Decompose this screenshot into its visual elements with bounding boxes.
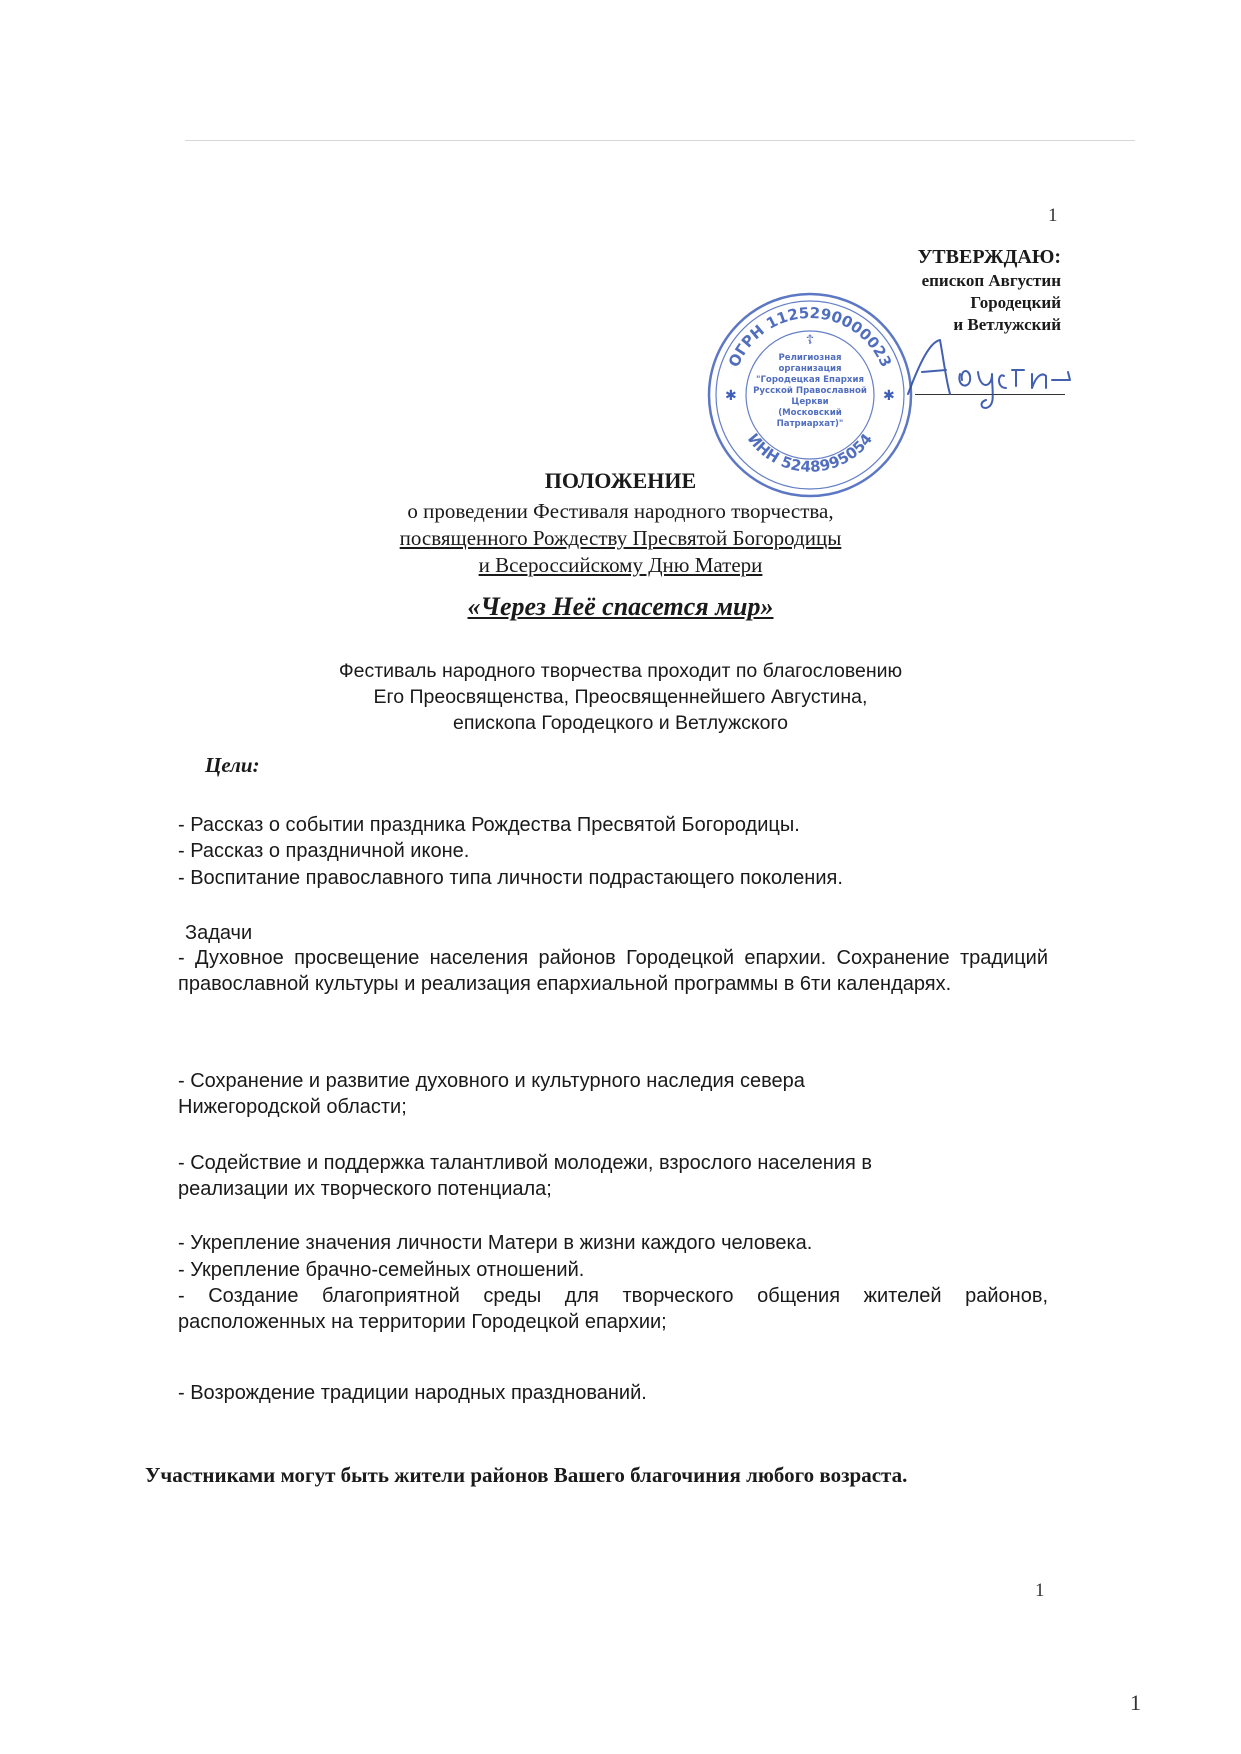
blessing-line: епископа Городецкого и Ветлужского xyxy=(452,712,789,734)
title-line: о проведении Фестиваля народного творчества, xyxy=(407,499,834,523)
handwritten-signature xyxy=(900,332,1080,412)
task-item: - Возрождение традиции народных празднований. xyxy=(178,1382,647,1404)
document-title: ПОЛОЖЕНИЕ xyxy=(544,468,697,493)
approval-block xyxy=(918,245,1061,336)
goal-item: - Рассказ о праздничной иконе. xyxy=(178,840,470,862)
blessing-block xyxy=(0,658,1241,736)
seal-cross-icon: ☦ xyxy=(805,332,815,347)
seal-center-line: "Городецкая Епархия xyxy=(755,375,865,385)
page-number-outer: 1 xyxy=(1130,1690,1141,1715)
festival-motto: «Через Неё спасется мир» xyxy=(467,592,774,621)
approval-title: УТВЕРЖДАЮ: xyxy=(917,246,1061,268)
seal-center-line: Патриархат)" xyxy=(776,419,844,429)
approval-line: епископ Августин xyxy=(921,271,1061,290)
seal-center-line: Церкви xyxy=(791,397,829,407)
seal-star-icon: ✱ xyxy=(883,389,895,404)
task-item: - Создание благоприятной среды для творческого общения жителей районов, расположенных на территории Городецкой епархии; xyxy=(178,1285,1048,1333)
title-line-text: посвященного Рождеству Пресвятой Богородицы xyxy=(399,526,842,550)
title-line xyxy=(0,525,1241,552)
goal-item: - Рассказ о событии праздника Рождества Пресвятой Богородицы. xyxy=(178,814,800,836)
scan-top-edge xyxy=(185,140,1135,141)
page-number-inner: 1 xyxy=(1035,1580,1045,1601)
title-line xyxy=(0,552,1241,579)
task-item: - Укрепление значения личности Матери в жизни каждого человека. xyxy=(178,1232,813,1254)
task-item: - Укрепление брачно-семейных отношений. xyxy=(178,1259,585,1281)
seal-center-line: Русской Православной xyxy=(753,386,867,396)
task-item: - Духовное просвещение населения районов Городецкой епархии. Сохранение традиций православной культуры и реализация епархиальной программы в 6ти календарях. xyxy=(178,947,1048,995)
seal-star-icon: ✱ xyxy=(725,389,737,404)
approval-line: и Ветлужский xyxy=(953,315,1061,334)
blessing-line: Фестиваль народного творчества проходит по благословению xyxy=(338,660,903,682)
title-line-text: и Всероссийскому Дню Матери xyxy=(478,553,763,577)
tasks-heading: Задачи xyxy=(185,922,253,944)
task-item: - Содействие и поддержка талантливой молодежи, взрослого населения в реализации их творческого потенциала; xyxy=(178,1152,872,1200)
seal-ring-top: ОГРН 1125290000023 xyxy=(724,303,896,370)
participants-note: Участниками могут быть жители районов Вашего благочиния любого возраста. xyxy=(145,1463,908,1487)
seal-center-line: (Московский xyxy=(778,408,842,418)
approval-line: Городецкий xyxy=(970,293,1061,312)
page-number-top: 1 xyxy=(1048,205,1058,226)
seal-ring-bottom: ИНН 5248995054 xyxy=(743,429,876,476)
goal-item: - Воспитание православного типа личности подрастающего поколения. xyxy=(178,867,843,889)
task-item: - Сохранение и развитие духовного и культурного наследия севера Нижегородской области; xyxy=(178,1070,805,1118)
seal-center-line: Религиозная xyxy=(778,353,842,363)
seal-center-line: организация xyxy=(778,364,842,374)
goals-heading: Цели: xyxy=(205,753,260,777)
blessing-line: Его Преосвященства, Преосвященнейшего Августина, xyxy=(373,686,868,708)
